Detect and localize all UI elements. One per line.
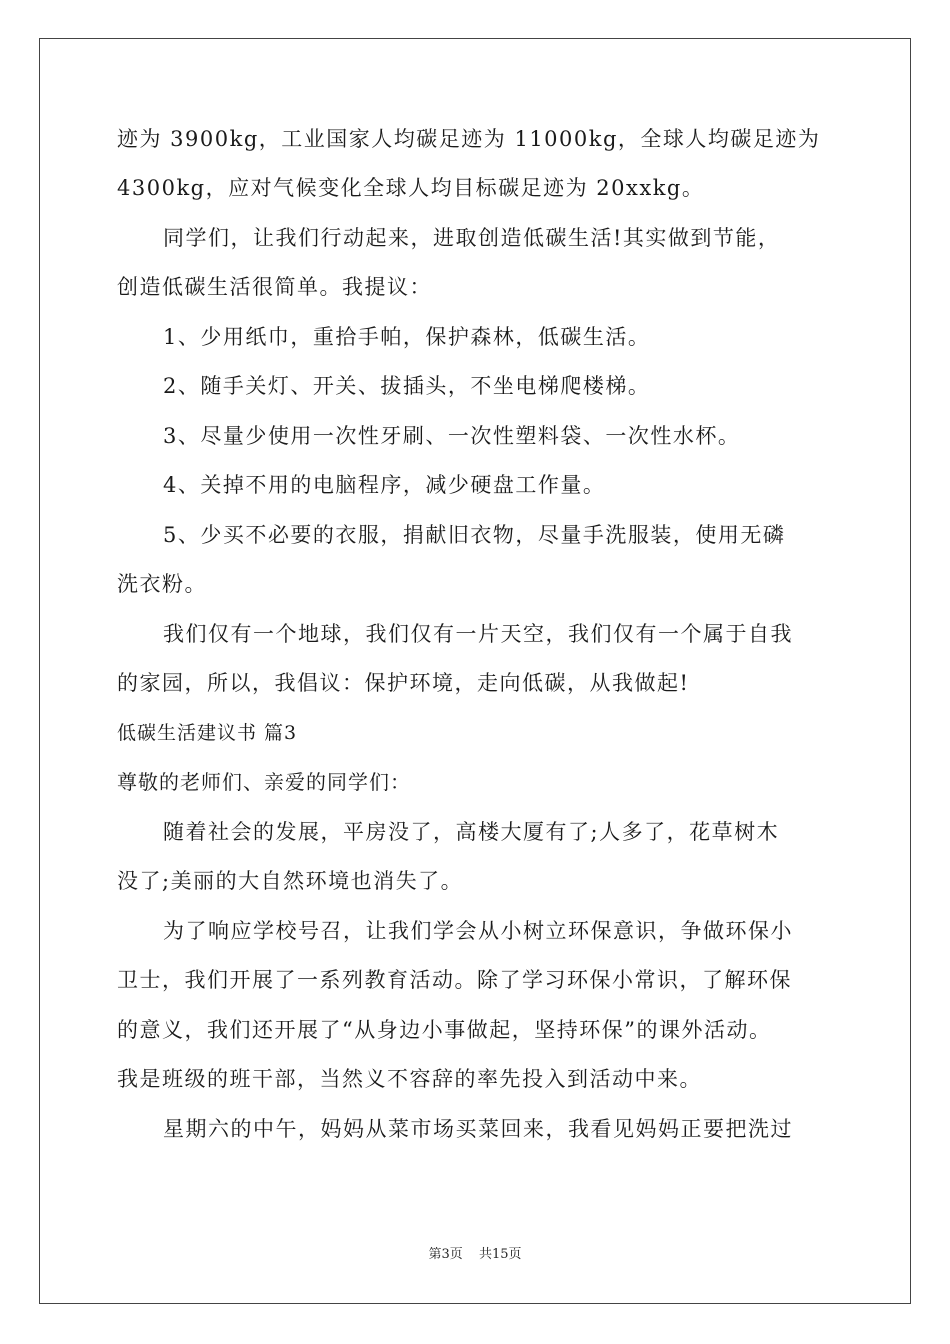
list-item: 2、随手关灯、开关、拔插头，不坐电梯爬楼梯。 bbox=[163, 374, 651, 398]
paragraph-line: 同学们，让我们行动起来，进取创造低碳生活!其实做到节能， bbox=[163, 226, 781, 250]
paragraph-line: 为了响应学校号召，让我们学会从小树立环保意识，争做环保小 bbox=[163, 919, 793, 943]
page-footer bbox=[0, 1247, 950, 1263]
paragraph-line: 星期六的中午，妈妈从菜市场买菜回来，我看见妈妈正要把洗过 bbox=[163, 1117, 793, 1141]
text-line: 迹为 3900kg，工业国家人均碳足迹为 11000kg，全球人均碳足迹为 bbox=[117, 127, 821, 151]
paragraph-line: 随着社会的发展，平房没了，高楼大厦有了;人多了，花草树木 bbox=[163, 820, 780, 844]
section-heading: 低碳生活建议书 篇3 bbox=[117, 722, 298, 744]
text-line: 洗衣粉。 bbox=[117, 572, 207, 596]
page-total: 共15页 bbox=[478, 1247, 522, 1262]
page-number: 第3页 bbox=[428, 1247, 463, 1262]
text-line: 的意义，我们还开展了“从身边小事做起，坚持环保”的课外活动。 bbox=[117, 1018, 772, 1042]
text-line: 的家园，所以，我倡议：保护环境，走向低碳，从我做起! bbox=[117, 671, 690, 695]
list-item: 1、少用纸巾，重拾手帕，保护森林，低碳生活。 bbox=[163, 325, 651, 349]
text-line: 卫士，我们开展了一系列教育活动。除了学习环保小常识，了解环保 bbox=[117, 968, 792, 992]
paragraph-line: 我们仅有一个地球，我们仅有一片天空，我们仅有一个属于自我 bbox=[163, 622, 793, 646]
text-line: 我是班级的班干部，当然义不容辞的率先投入到活动中来。 bbox=[117, 1067, 702, 1091]
text-line: 4300kg，应对气候变化全球人均目标碳足迹为 20xxkg。 bbox=[117, 176, 705, 200]
text-line: 没了;美丽的大自然环境也消失了。 bbox=[117, 869, 464, 893]
list-item: 5、少买不必要的衣服，捐献旧衣物，尽量手洗服装，使用无磷 bbox=[163, 523, 786, 547]
list-item: 4、关掉不用的电脑程序，减少硬盘工作量。 bbox=[163, 473, 606, 497]
list-item: 3、尽量少使用一次性牙刷、一次性塑料袋、一次性水杯。 bbox=[163, 424, 741, 448]
salutation: 尊敬的老师们、亲爱的同学们： bbox=[117, 770, 411, 794]
text-line: 创造低碳生活很简单。我提议： bbox=[117, 275, 432, 299]
